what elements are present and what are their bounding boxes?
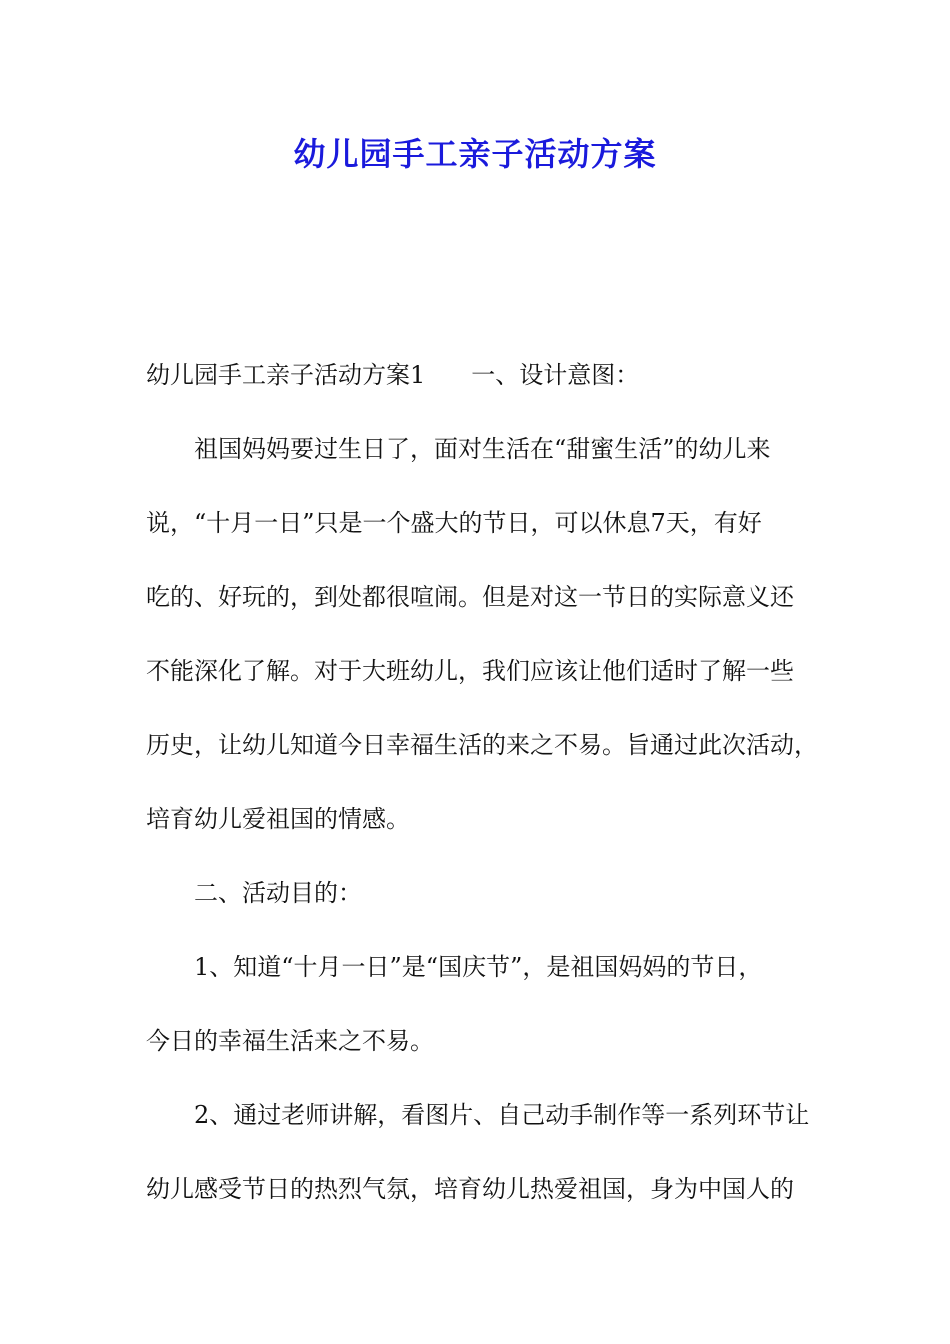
body-line-heading (146, 338, 826, 412)
body-line: 历史，让幼儿知道今日幸福生活的来之不易。旨通过此次活动， (146, 731, 818, 759)
body-line: 吃的、好玩的，到处都很喧闹。但是对这一节日的实际意义还 (146, 583, 794, 611)
body-line: 说，“十月一日”只是一个盛大的节日，可以休息7天，有好 (146, 509, 762, 537)
body-line: 2、通过老师讲解，看图片、自己动手制作等一系列环节让 (146, 1101, 810, 1129)
document-body (146, 338, 826, 1226)
body-line: 幼儿感受节日的热烈气氛，培育幼儿热爱祖国，身为中国人的 (146, 1175, 794, 1203)
document-title: 幼儿园手工亲子活动方案 (293, 135, 657, 173)
body-line: 祖国妈妈要过生日了，面对生活在“甜蜜生活”的幼儿来 (146, 435, 771, 463)
body-line: 不能深化了解。对于大班幼儿，我们应该让他们适时了解一些 (146, 657, 794, 685)
body-line: 1、知道“十月一日”是“国庆节”，是祖国妈妈的节日， (146, 953, 763, 981)
body-line: 今日的幸福生活来之不易。 (146, 1027, 434, 1055)
body-line: 培育幼儿爱祖国的情感。 (146, 805, 410, 833)
plan-heading: 幼儿园手工亲子活动方案1 (146, 361, 426, 389)
section-heading-objectives: 二、活动目的： (146, 879, 362, 907)
section-heading-design-intent: 一、设计意图： (471, 361, 640, 389)
